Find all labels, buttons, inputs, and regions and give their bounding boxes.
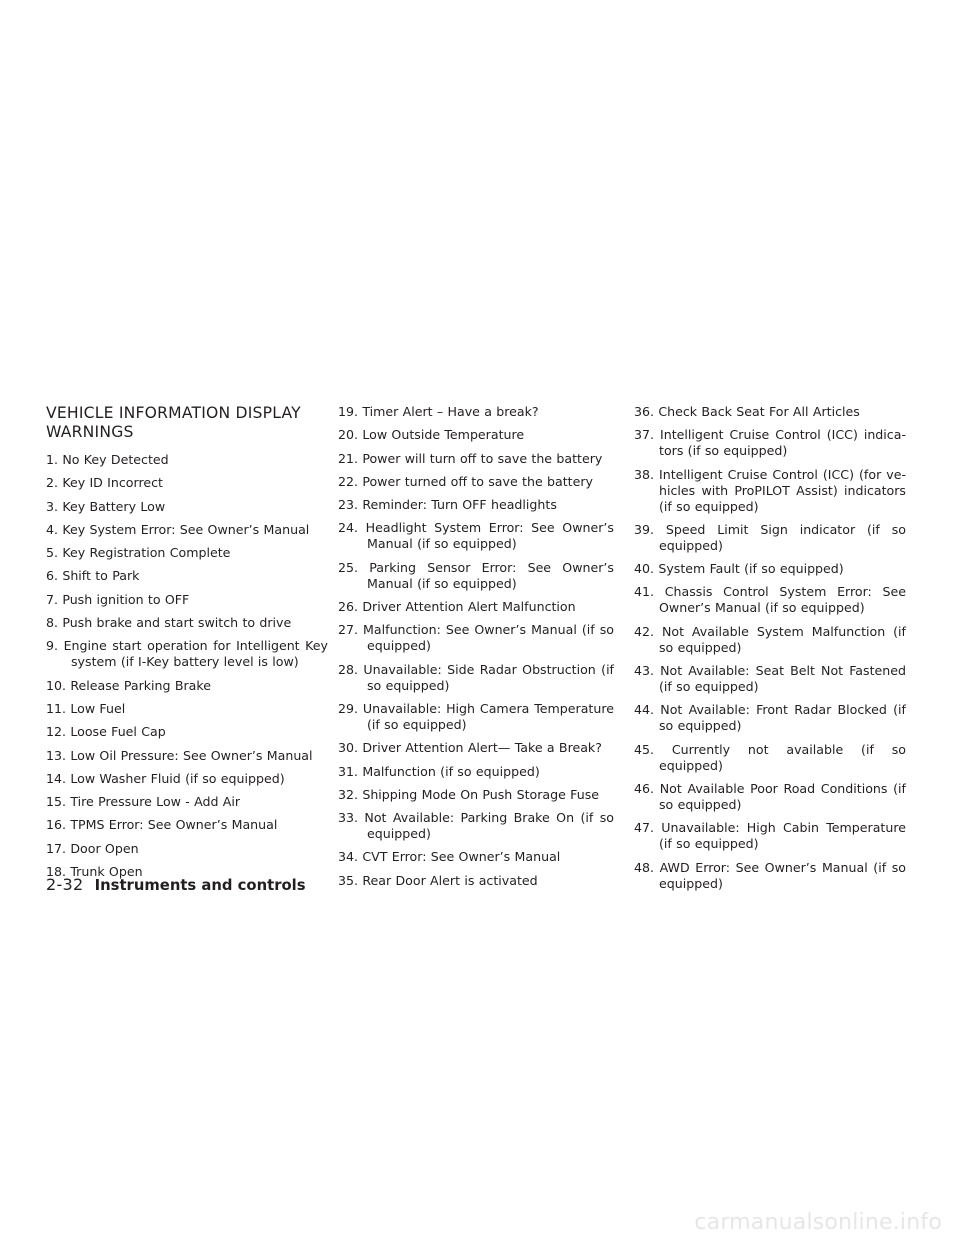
- warning-list-item: 4. Key System Error: See Owner’s Manual: [46, 521, 310, 537]
- warning-list-item: 37. Intelligent Cruise Control (ICC) indica- tors (if so equipped): [634, 427, 906, 459]
- warning-list-item: 13. Low Oil Pressure: See Owner’s Manual: [46, 747, 313, 763]
- chapter-title: Instruments and controls: [94, 877, 306, 894]
- warning-list-item: 23. Reminder: Turn OFF headlights: [338, 497, 557, 513]
- warning-list-item: 29. Unavailable: High Camera Temperature (if so equipped): [338, 700, 614, 732]
- warning-list-item: 7. Push ignition to OFF: [46, 591, 190, 607]
- warning-list-item: 27. Malfunction: See Owner’s Manual (if so equipped): [338, 622, 614, 654]
- warning-list-item: 10. Release Parking Brake: [46, 677, 211, 693]
- column-2: [338, 404, 614, 896]
- warning-list-item: 12. Loose Fuel Cap: [46, 724, 166, 740]
- warning-list-item: 11. Low Fuel: [46, 700, 126, 716]
- section-heading: VEHICLE INFORMATION DISPLAY WARNINGS: [46, 404, 301, 441]
- warning-list-item: 36. Check Back Seat For All Articles: [634, 404, 860, 419]
- warning-list-item: 2. Key ID Incorrect: [46, 475, 163, 491]
- warning-list-3: [634, 404, 906, 892]
- warning-list-item: 3. Key Battery Low: [46, 498, 166, 514]
- watermark-text: carmanualsonline.info: [694, 1210, 942, 1235]
- warning-list-item: 34. CVT Error: See Owner’s Manual: [338, 849, 561, 865]
- warning-list-item: 1. No Key Detected: [46, 452, 169, 467]
- warning-list-item: 48. AWD Error: See Owner’s Manual (if so equipped): [634, 859, 906, 891]
- page-number: 2-32: [46, 875, 84, 894]
- warning-list-item: 19. Timer Alert – Have a break?: [338, 404, 539, 419]
- warning-list-item: 17. Door Open: [46, 840, 139, 856]
- warning-list-item: 41. Chassis Control System Error: See Owner’s Manual (if so equipped): [634, 584, 906, 616]
- warning-list-item: 28. Unavailable: Side Radar Obstruction (if so equipped): [338, 661, 614, 693]
- column-3: [634, 404, 906, 899]
- warning-list-item: 8. Push brake and start switch to drive: [46, 615, 292, 631]
- warning-list-item: 46. Not Available Poor Road Conditions (if so equipped): [634, 780, 906, 812]
- warning-list-1: [46, 452, 328, 880]
- warning-list-item: 39. Speed Limit Sign indicator (if so equipped): [634, 521, 906, 553]
- warning-list-item: 30. Driver Attention Alert— Take a Break?: [338, 740, 602, 756]
- warning-list-item: 35. Rear Door Alert is activated: [338, 872, 538, 888]
- warning-list-item: 25. Parking Sensor Error: See Owner’s Manual (if so equipped): [338, 559, 614, 591]
- warning-list-item: 6. Shift to Park: [46, 568, 140, 584]
- page-footer: [46, 875, 306, 896]
- warning-list-item: 18. Trunk Open: [46, 864, 143, 880]
- warning-list-item: 16. TPMS Error: See Owner’s Manual: [46, 817, 278, 833]
- warning-list-item: 32. Shipping Mode On Push Storage Fuse: [338, 786, 600, 802]
- column-1: [46, 404, 328, 887]
- warning-list-item: 45. Currently not available (if so equipped): [634, 741, 906, 773]
- warning-list-item: 47. Unavailable: High Cabin Temperature (if so equipped): [634, 820, 906, 852]
- warning-list-item: 38. Intelligent Cruise Control (ICC) (for ve- hicles with ProPILOT Assist) indicators (if so equipped): [634, 466, 906, 514]
- warning-list-item: 40. System Fault (if so equipped): [634, 561, 844, 577]
- warning-list-item: 43. Not Available: Seat Belt Not Fastened (if so equipped): [634, 663, 906, 695]
- warning-list-item: 42. Not Available System Malfunction (if so equipped): [634, 623, 906, 655]
- warning-list-item: 14. Low Washer Fluid (if so equipped): [46, 770, 285, 786]
- warning-list-item: 22. Power turned off to save the battery: [338, 473, 593, 489]
- warning-list-item: 26. Driver Attention Alert Malfunction: [338, 599, 576, 615]
- warning-list-item: 24. Headlight System Error: See Owner’s Manual (if so equipped): [338, 520, 614, 552]
- warning-list-item: 15. Tire Pressure Low - Add Air: [46, 794, 241, 810]
- warning-list-2: [338, 404, 614, 889]
- warning-list-item: 31. Malfunction (if so equipped): [338, 763, 540, 779]
- warning-list-item: 9. Engine start operation for Intelligent Key system (if I-Key battery level is low): [46, 638, 328, 670]
- warning-list-item: 44. Not Available: Front Radar Blocked (if so equipped): [634, 702, 906, 734]
- warning-list-item: 5. Key Registration Complete: [46, 545, 231, 561]
- warning-list-item: 33. Not Available: Parking Brake On (if so equipped): [338, 810, 614, 842]
- warning-list-item: 21. Power will turn off to save the battery: [338, 450, 603, 466]
- warning-list-item: 20. Low Outside Temperature: [338, 427, 525, 443]
